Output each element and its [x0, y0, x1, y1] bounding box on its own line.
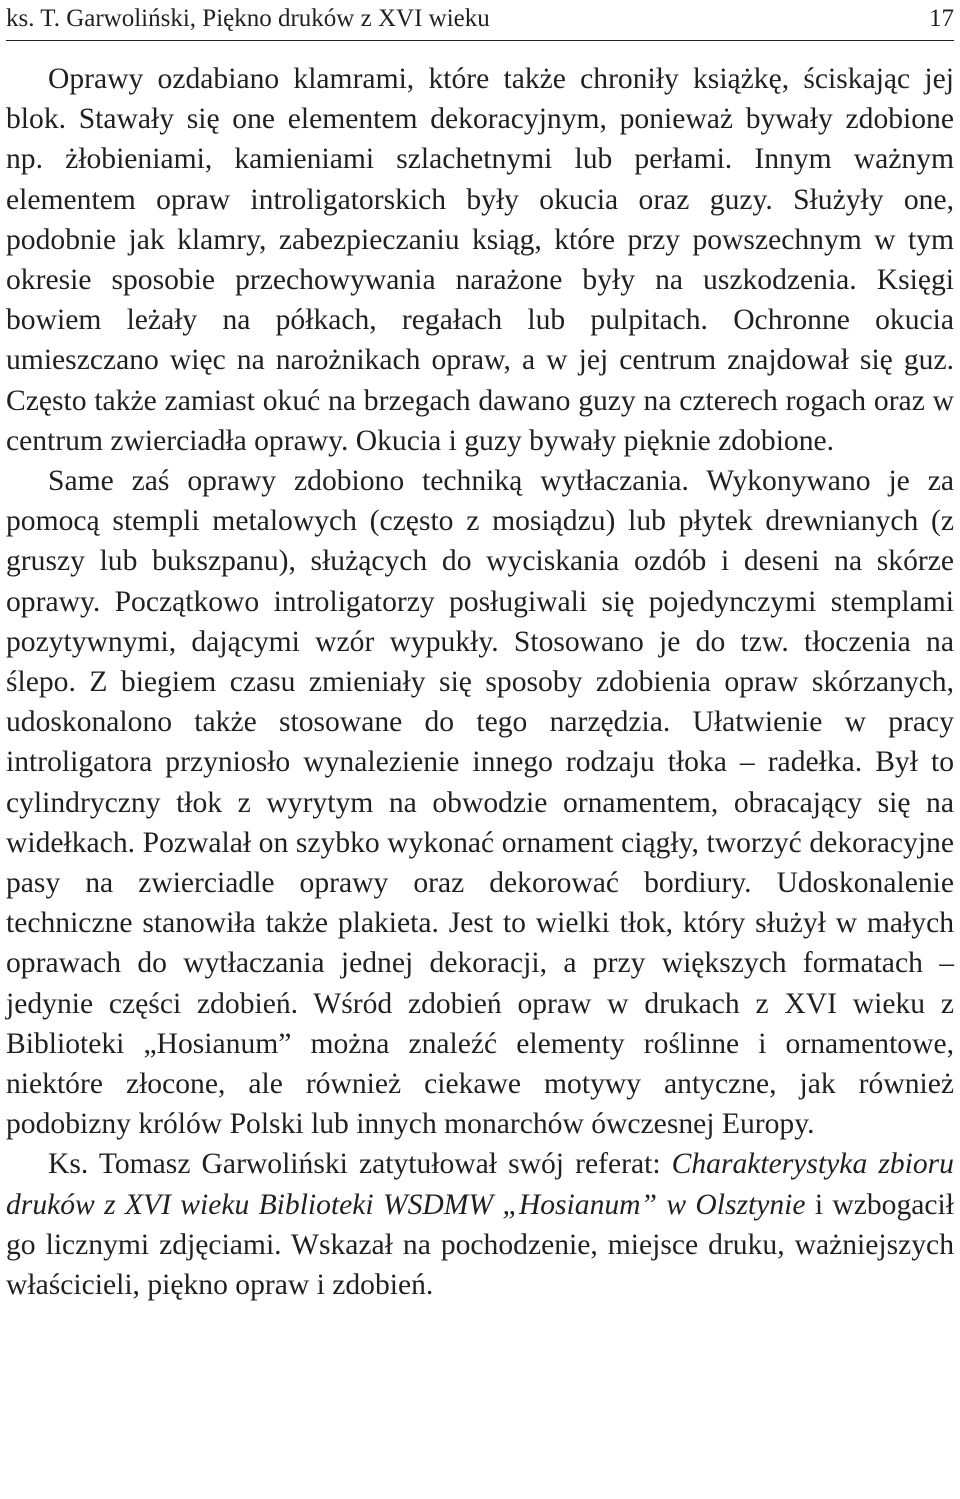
- paragraph-embossing: Same zaś oprawy zdobiono techniką wytłaczania. Wykonywano je za pomocą stempli metalowych (często z mosiądzu) lub płytek drewnianych (z gruszy lub bukszpanu), służących do wyciskania ozdób i deseni na skórze oprawy. Początkowo introligatorzy posługiwali się pojedynczymi stemplami pozytywnymi, dającymi wzór wypukły. Stosowano je do tzw. tłoczenia na ślepo. Z biegiem czasu zmieniały się sposoby zdobienia opraw skórzanych, udoskonalono także stosowane do tego narzędzia. Ułatwienie w pracy introligatora przyniosło wynalezienie innego rodzaju tłoka – radełka. Był to cylindryczny tłok z wyrytym na obwodzie ornamentem, obracający się na widełkach. Pozwalał on szybko wykonać ornament ciągły, tworzyć dekoracyjne pasy na zwierciadle oprawy oraz dekorować bordiury. Udoskonalenie techniczne stanowiła także plakieta. Jest to wielki tłok, który służył w małych oprawach do wytłaczania jednej dekoracji, a przy większych formatach – jedynie części zdobień. Wśród zdobień opraw w drukach z XVI wieku z Biblioteki „Hosianum” można znaleźć elementy roślinne i ornamentowe, niektóre złocone, ale również ciekawe motywy antyczne, jak również podobizny królów Polski lub innych monarchów ówczesnej Europy.: [6, 465, 954, 1141]
- paragraph-lecture-tail: i wzbogacił go licznymi zdjęciami. Wskazał na pochodzenie, miejsce druku, ważniejszych właścicieli, piękno opraw i zdobień.: [6, 1188, 954, 1302]
- running-head: [6, 0, 954, 41]
- body-text: [6, 59, 954, 1305]
- lecture-title: Charakterystyka zbioru druków z XVI wieku Biblioteki WSDMW „Hosianum” w Olsztynie: [6, 1148, 954, 1221]
- document-page: [6, 0, 954, 1305]
- running-head-title: ks. T. Garwoliński, Piękno druków z XVI wieku: [6, 5, 490, 32]
- paragraph-lecture: [6, 1144, 954, 1305]
- paragraph-bindings: Oprawy ozdabiano klamrami, które także chroniły książkę, ściskając jej blok. Stawały się one elementem dekoracyjnym, ponieważ bywały zdobione np. żłobieniami, kamieniami szlachetnymi lub perłami. Innym ważnym elementem opraw introligatorskich były okucia oraz guzy. Służyły one, podobnie jak klamry, zabezpieczaniu ksiąg, które przy powszechnym w tym okresie sposobie przechowywania narażone były na uszkodzenia. Księgi bowiem leżały na półkach, regałach lub pulpitach. Ochronne okucia umieszczano więc na narożnikach opraw, a w jej centrum znajdował się guz. Często także zamiast okuć na brzegach dawano guzy na czterech rogach oraz w centrum zwierciadła oprawy. Okucia i guzy bywały pięknie zdobione.: [6, 63, 954, 457]
- page-number: 17: [929, 5, 954, 32]
- paragraph-lecture-lead: Ks. Tomasz Garwoliński zatytułował swój referat:: [48, 1148, 672, 1181]
